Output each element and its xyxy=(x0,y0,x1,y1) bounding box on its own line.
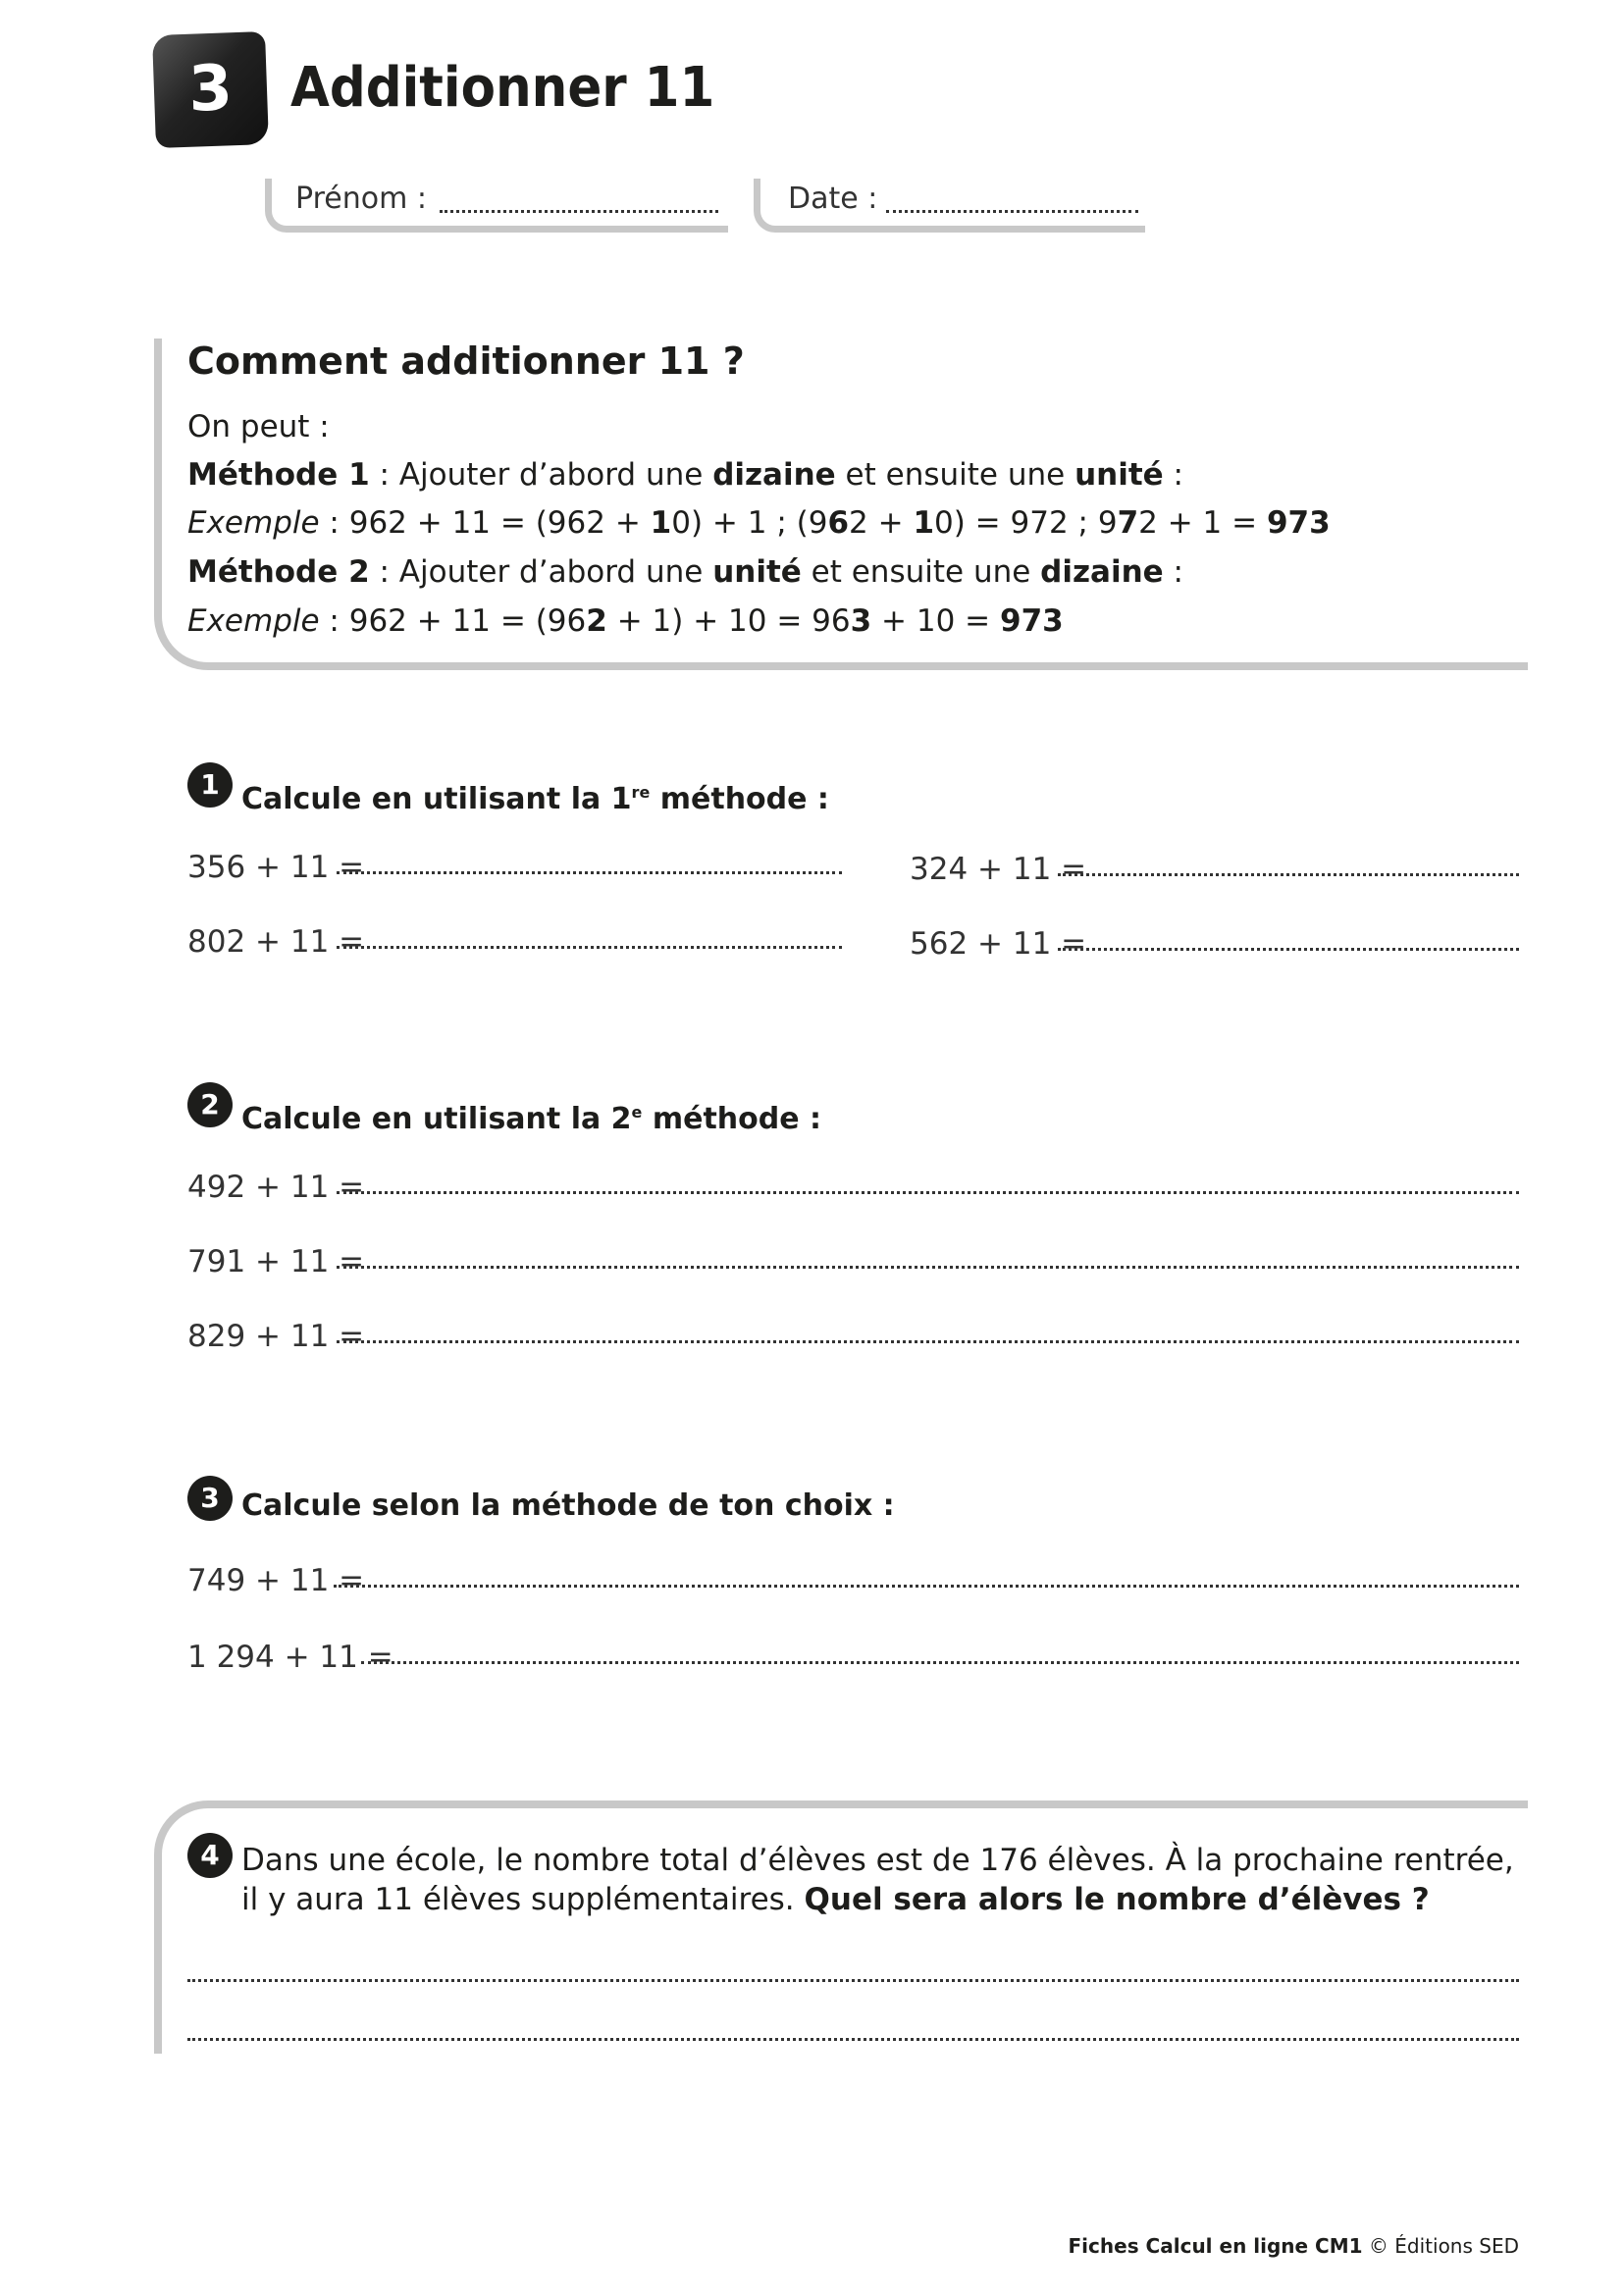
exercise2-item: 829 + 11 = xyxy=(187,1319,365,1354)
example1-part: 2 + 1 = xyxy=(1138,505,1267,541)
method-box-title: Comment additionner 11 ? xyxy=(187,339,745,383)
example1-bold: 1 xyxy=(913,505,935,541)
answer-line[interactable] xyxy=(337,871,842,874)
exercise3-item: 749 + 11 = xyxy=(187,1563,365,1598)
example2-bold: 2 xyxy=(586,603,607,639)
answer-line[interactable] xyxy=(187,2038,1519,2041)
exercise2-number-icon: 2 xyxy=(187,1082,233,1127)
sheet-number-badge: 3 xyxy=(152,31,269,148)
footer-publisher: © Éditions SED xyxy=(1362,2234,1519,2258)
example1-line xyxy=(187,500,1331,546)
problem-text xyxy=(241,1841,1517,1919)
exercise1-item: 802 + 11 = xyxy=(187,924,365,960)
example1-bold: 7 xyxy=(1117,505,1139,541)
example1-result: 973 xyxy=(1266,505,1331,541)
example2-label: Exemple xyxy=(187,603,320,639)
exercise2-item: 791 + 11 = xyxy=(187,1244,365,1279)
method2-bold-a: unité xyxy=(712,554,802,590)
intro-text: On peut : xyxy=(187,409,330,444)
prenom-input-line[interactable] xyxy=(440,210,718,213)
example1-bold: 6 xyxy=(827,505,850,541)
example2-bold: 3 xyxy=(850,603,872,639)
method2-text-b: et ensuite une xyxy=(801,554,1041,590)
method1-line xyxy=(187,452,1183,497)
method2-label: Méthode 2 xyxy=(187,554,370,590)
method1-text-b: et ensuite une xyxy=(835,457,1075,493)
example2-part: : 962 + 11 = (96 xyxy=(319,603,587,639)
exercise2-title-sup: e xyxy=(631,1103,643,1122)
example2-part: + 10 = xyxy=(871,603,1000,639)
problem-box xyxy=(154,1800,1528,2054)
footer-credit xyxy=(1069,2232,1519,2260)
date-input-line[interactable] xyxy=(886,210,1138,213)
exercise1-item: 562 + 11 = xyxy=(910,926,1087,962)
answer-line[interactable] xyxy=(337,1340,1519,1343)
exercise3-number-icon: 3 xyxy=(187,1476,233,1521)
problem-statement: Dans une école, le nombre total d’élèves est de 176 élèves. À la prochaine rentrée, il y aura 11 élèves supplémentaires. xyxy=(241,1843,1514,1917)
answer-line[interactable] xyxy=(1058,948,1519,951)
footer-series: Fiches Calcul en ligne CM1 xyxy=(1068,2234,1363,2258)
example1-label: Exemple xyxy=(187,505,320,541)
exercise1-title xyxy=(241,771,829,821)
page-title: Additionner 11 xyxy=(290,56,715,120)
answer-line[interactable] xyxy=(334,1585,1519,1588)
date-label: Date : xyxy=(788,182,878,216)
method1-label: Méthode 1 xyxy=(187,457,370,493)
exercise3-title: Calcule selon la méthode de ton choix : xyxy=(241,1488,895,1523)
answer-line[interactable] xyxy=(337,1266,1519,1269)
method1-text-a: : Ajouter d’abord une xyxy=(369,457,713,493)
answer-line[interactable] xyxy=(361,1661,1519,1664)
method1-bold-b: unité xyxy=(1074,457,1164,493)
exercise3-item: 1 294 + 11 = xyxy=(187,1640,393,1675)
exercise1-item: 324 + 11 = xyxy=(910,852,1087,887)
example2-part: + 1) + 10 = 96 xyxy=(606,603,851,639)
exercise4-number-icon: 4 xyxy=(187,1833,233,1878)
exercise1-title-a: Calcule en utilisant la 1 xyxy=(241,782,632,816)
method2-text-c: : xyxy=(1163,554,1183,590)
example1-part: 0) + 1 ; (9 xyxy=(671,505,828,541)
prenom-label: Prénom : xyxy=(295,182,427,216)
intro-line xyxy=(187,404,330,449)
exercise2-title xyxy=(241,1091,821,1141)
exercise1-number-icon: 1 xyxy=(187,762,233,808)
method1-bold-a: dizaine xyxy=(712,457,836,493)
example2-result: 973 xyxy=(1000,603,1064,639)
answer-line[interactable] xyxy=(187,1979,1519,1982)
example1-bold: 1 xyxy=(650,505,672,541)
example1-part: : 962 + 11 = (962 + xyxy=(319,505,651,541)
exercise2-title-a: Calcule en utilisant la 2 xyxy=(241,1102,632,1136)
answer-line[interactable] xyxy=(337,1191,1519,1194)
example1-part: 2 + xyxy=(849,505,914,541)
exercise1-title-b: méthode : xyxy=(650,782,829,816)
exercise2-item: 492 + 11 = xyxy=(187,1170,365,1205)
method2-text-a: : Ajouter d’abord une xyxy=(369,554,713,590)
exercise1-item: 356 + 11 = xyxy=(187,850,365,885)
method1-text-c: : xyxy=(1163,457,1183,493)
problem-question: Quel sera alors le nombre d’élèves ? xyxy=(804,1882,1430,1917)
exercise2-title-b: méthode : xyxy=(642,1102,822,1136)
exercise1-title-sup: re xyxy=(631,783,651,802)
example2-line xyxy=(187,599,1064,644)
method2-bold-b: dizaine xyxy=(1040,554,1164,590)
answer-line[interactable] xyxy=(1058,873,1519,876)
answer-line[interactable] xyxy=(337,946,842,949)
method2-line xyxy=(187,549,1183,595)
example1-part: 0) = 972 ; 9 xyxy=(934,505,1118,541)
